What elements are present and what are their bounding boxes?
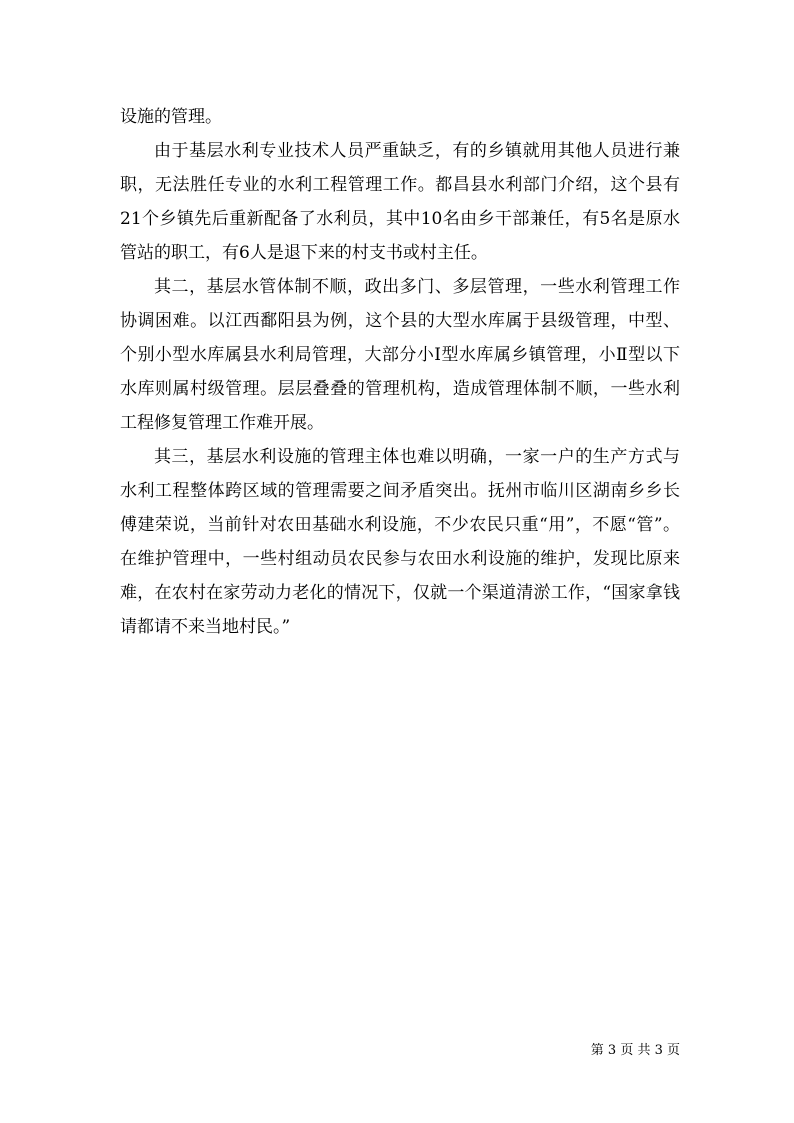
page-number-footer: 第 3 页 共 3 页 — [590, 1043, 680, 1058]
paragraph-staff-shortage: 由于基层水利专业技术人员严重缺乏，有的乡镇就用其他人员进行兼职，无法胜任专业的水利工程管理工作。都昌县水利部门介绍，这个县有21个乡镇先后重新配备了水利员，其中10名由乡干部兼任，有5名是原水管站的职工，有6人是退下来的村支书或村主任。 — [120, 141, 680, 263]
document-body — [120, 100, 680, 644]
paragraph-management-subject: 其三，基层水利设施的管理主体也难以明确，一家一户的生产方式与水利工程整体跨区域的管理需要之间矛盾突出。抚州市临川区湖南乡乡长傅建荣说，当前针对农田基础水利设施，不少农民只重“用”，不愿“管”。在维护管理中，一些村组动员农民参与农田水利设施的维护，发现比原来难，在农村在家劳动力老化的情况下，仅就一个渠道清淤工作，“国家拿钱请都请不来当地村民。” — [120, 447, 680, 637]
paragraph-continuation: 设施的管理。 — [120, 107, 222, 127]
paragraph-management-system: 其二，基层水管体制不顺，政出多门、多层管理，一些水利管理工作协调困难。以江西鄱阳县为例，这个县的大型水库属于县级管理，中型、个别小型水库属县水利局管理，大部分小Ⅰ型水库属乡镇管理，小Ⅱ型以下水库则属村级管理。层层叠叠的管理机构，造成管理体制不顺，一些水利工程修复管理工作难开展。 — [120, 277, 680, 433]
